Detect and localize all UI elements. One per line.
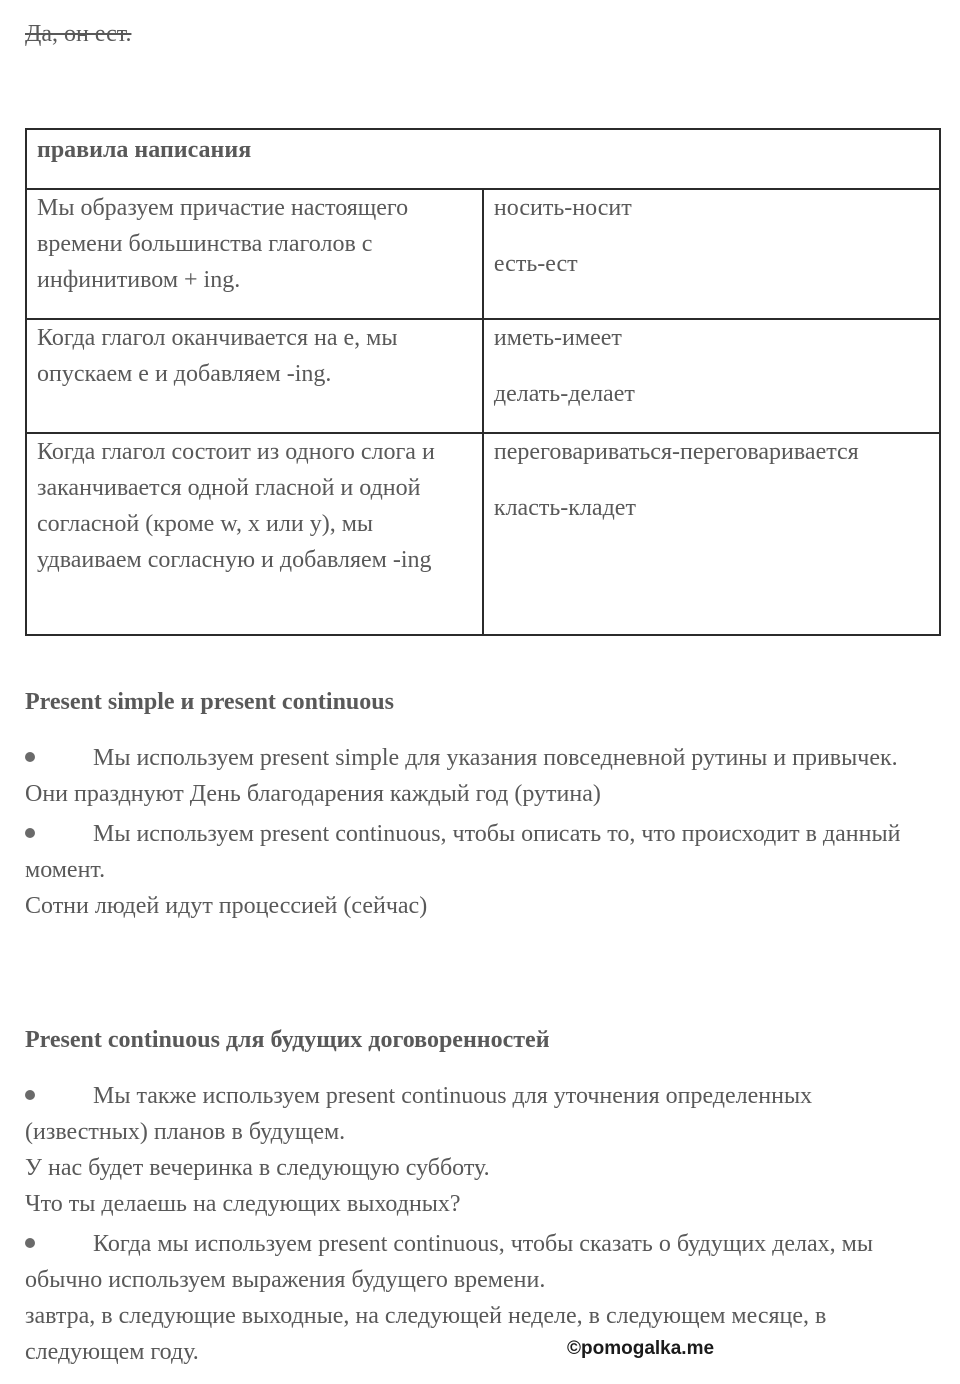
bullet-item [25, 1078, 940, 1150]
examples-cell [483, 433, 940, 635]
examples-cell [483, 319, 940, 433]
bullet-icon [25, 752, 35, 762]
section-title: Present continuous для будущих договоренностей [25, 1027, 550, 1053]
table-row [26, 433, 940, 635]
bullet-text: Мы используем present continuous, чтобы описать то, что происходит в данный момент. [25, 821, 901, 883]
table-row [26, 189, 940, 319]
example-sentence: завтра, в следующие выходные, на следующей неделе, в следующем месяце, в следующем году. [25, 1303, 827, 1365]
bullet-text: Когда мы используем present continuous, чтобы сказать о будущих делах, мы обычно используем выражения будущего времени. [25, 1231, 873, 1293]
example-sentence: Сотни людей идут процессией (сейчас) [25, 893, 428, 919]
bullet-item [25, 1226, 940, 1298]
spelling-rules-table [25, 128, 941, 636]
rule-cell: Когда глагол состоит из одного слога и заканчивается одной гласной и одной согласной (кроме w, x или y), мы удваиваем согласную и добавляем -ing [26, 433, 483, 635]
rule-cell: Когда глагол оканчивается на е, мы опускаем е и добавляем -ing. [26, 319, 483, 433]
example: носить-носит [493, 195, 632, 221]
bullet-icon [25, 1090, 35, 1100]
bullet-text: Мы также используем present continuous для уточнения определенных (известных) планов в будущем. [25, 1083, 813, 1145]
example: иметь-имеет [493, 325, 622, 351]
example: переговариваться-переговаривается [493, 439, 859, 465]
example: есть-ест [493, 251, 578, 277]
site-watermark: ©pomogalka.me [567, 1338, 715, 1359]
example-sentence: У нас будет вечеринка в следующую субботу. [25, 1155, 490, 1181]
bullet-icon [25, 1238, 35, 1248]
bullet-item [25, 816, 940, 888]
table-row [26, 319, 940, 433]
bullet-text: Мы используем present simple для указания повседневной рутины и привычек. [93, 745, 898, 771]
struck-text: Да, он ест. [25, 21, 132, 47]
section-present-simple-vs-continuous [25, 686, 940, 924]
example-sentence: Они празднуют День благодарения каждый год (рутина) [25, 781, 601, 807]
rule-cell: Мы образуем причастие настоящего времени большинства глаголов с инфинитивом + ing. [26, 189, 483, 319]
example: делать-делает [493, 381, 635, 407]
table-header: правила написания [26, 129, 940, 189]
bullet-icon [25, 828, 35, 838]
section-future-arrangements [25, 1024, 940, 1370]
examples-cell [483, 189, 940, 319]
example: класть-кладет [493, 495, 636, 521]
bullet-item [25, 740, 940, 776]
example-sentence: Что ты делаешь на следующих выходных? [25, 1191, 461, 1217]
section-title: Present simple и present continuous [25, 689, 394, 715]
